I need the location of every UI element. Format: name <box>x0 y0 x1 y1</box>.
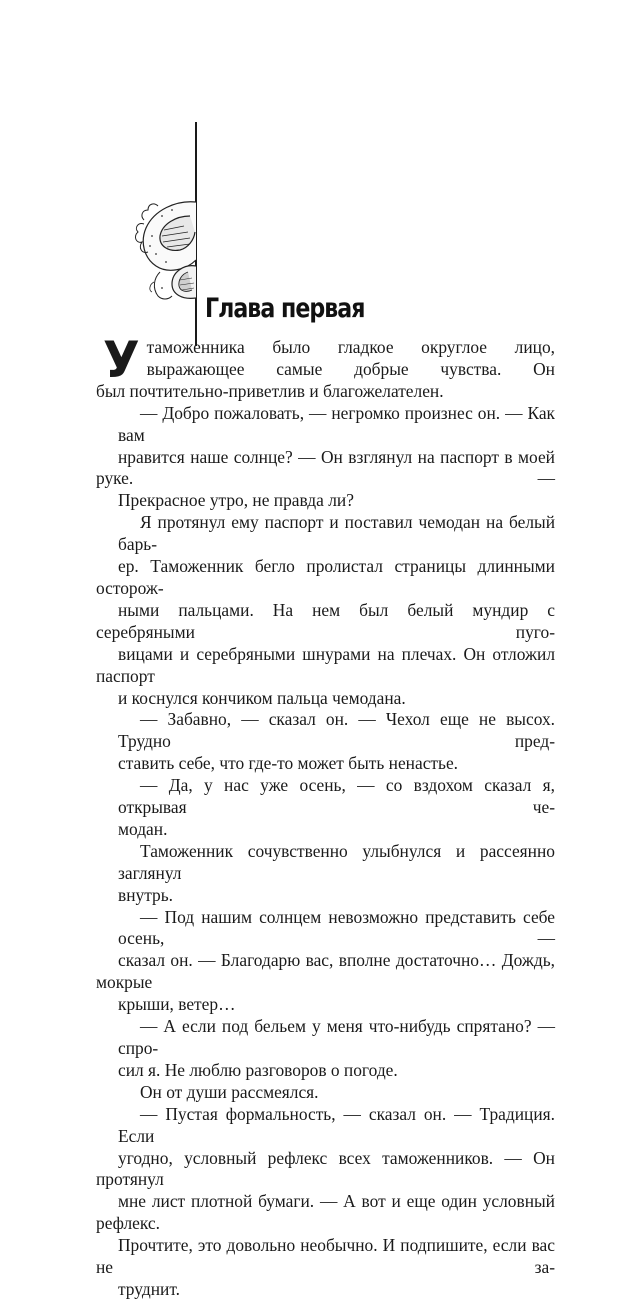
text-line: крыши, ветер… <box>118 994 236 1015</box>
text-line: мне лист плотной бумаги. — А вот и еще один условный рефлекс. <box>96 1191 555 1234</box>
text-line: Прочтите, это довольно необычно. И подпишите, если вас не за- <box>96 1235 555 1278</box>
text-line: — Да, у нас уже осень, — со вздохом сказал я, открывая че- <box>118 775 555 818</box>
drop-cap: У <box>102 331 140 389</box>
text-line: — Забавно, — сказал он. — Чехол еще не высох. Трудно пред- <box>118 709 555 752</box>
text-line: — Под нашим солнцем невозможно представить себе осень, — <box>118 906 555 949</box>
paragraph-2 <box>96 403 555 513</box>
text-line: выражающее самые добрые чувства. Он <box>146 358 555 379</box>
text-line: Прекрасное утро, не правда ли? <box>118 490 354 511</box>
text-line: внутрь. <box>118 884 173 905</box>
text-line: Он от души рассмеялся. <box>140 1081 319 1102</box>
text-line: ставить себе, что где-то может быть ненастье. <box>118 753 459 774</box>
paragraph-9 <box>96 1082 555 1104</box>
text-line: — Пустая формальность, — сказал он. — Традиция. Если <box>118 1103 555 1146</box>
text-line: Таможенник сочувственно улыбнулся и рассеянно заглянул <box>118 840 555 883</box>
text-line: — А если под бельем у меня что-нибудь спрятано? — спро- <box>118 1016 555 1058</box>
paragraph-5 <box>96 775 555 841</box>
text-line: и коснулся кончиком пальца чемодана. <box>118 687 406 708</box>
engraved-fruit-ornament-icon <box>132 196 198 304</box>
text-line: был почтительно-приветлив и благожелателен. <box>96 380 444 401</box>
paragraph-8 <box>96 1016 555 1082</box>
text-line: таможенника было гладкое округлое лицо, <box>146 337 555 357</box>
text-line: труднит. <box>118 1278 180 1299</box>
text-line: сказал он. — Благодарю вас, вполне достаточно… Дождь, мокрые <box>96 950 555 993</box>
chapter-title: Глава первая <box>205 293 365 324</box>
paragraph-6 <box>96 841 555 907</box>
text-line: ными пальцами. На нем был белый мундир с серебряными пуго- <box>96 599 555 642</box>
text-line: Я протянул ему паспорт и поставил чемодан на белый барь- <box>118 512 555 555</box>
paragraph-1 <box>96 331 555 403</box>
text-line: модан. <box>118 818 168 839</box>
text-line: ер. Таможенник бегло пролистал страницы длинными осторож- <box>96 556 555 598</box>
paragraph-3 <box>96 512 555 709</box>
paragraph-4 <box>96 709 555 775</box>
text-line: сил я. Не люблю разговоров о погоде. <box>118 1059 398 1080</box>
chapter-body <box>96 331 555 1301</box>
text-line: вицами и серебряными шнурами на плечах. Он отложил паспорт <box>96 643 555 686</box>
text-line: — Добро пожаловать, — негромко произнес он. — Как вам <box>118 402 555 445</box>
text-line: нравится наше солнце? — Он взглянул на паспорт в моей руке. — <box>96 446 555 489</box>
text-line: угодно, условный рефлекс всех таможенников. — Он протянул <box>96 1147 555 1190</box>
paragraph-10 <box>96 1104 555 1301</box>
